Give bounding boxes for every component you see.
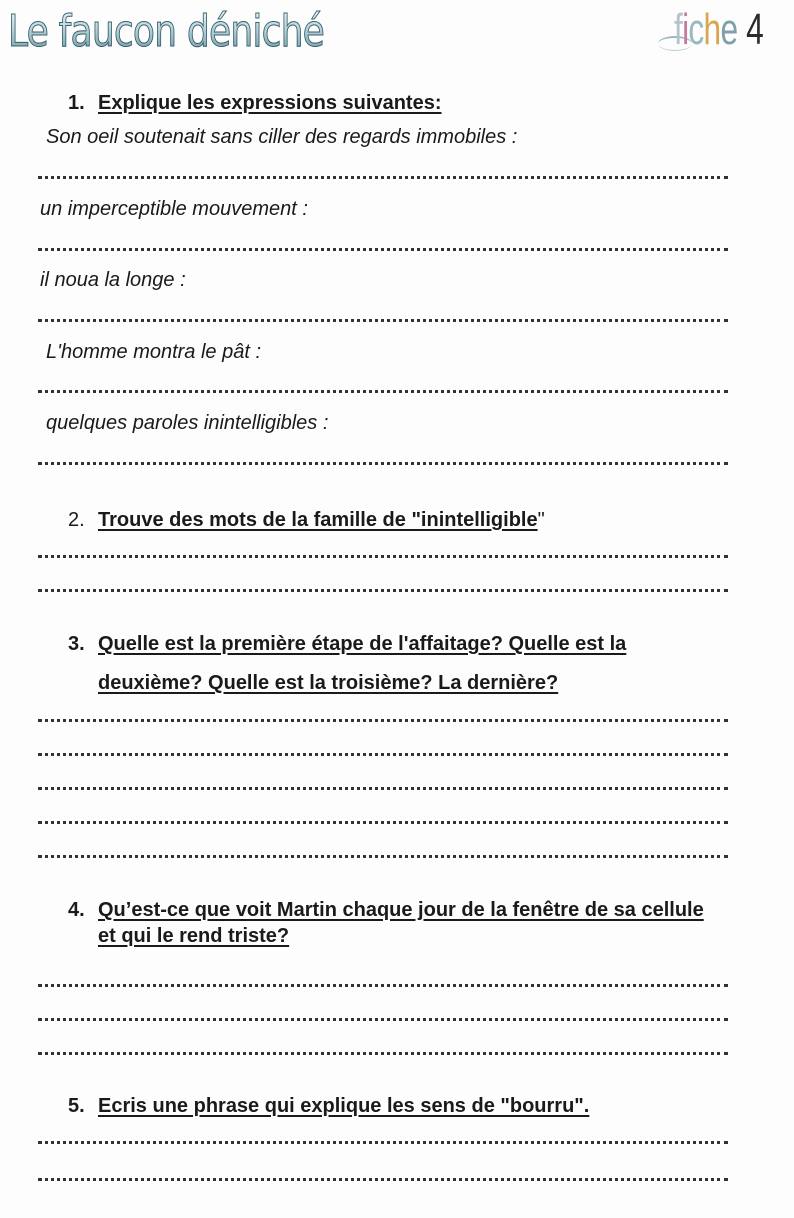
answer-line[interactable] bbox=[38, 753, 728, 756]
answer-line[interactable] bbox=[38, 589, 728, 592]
question-1 bbox=[68, 84, 728, 123]
question-number: 4. bbox=[68, 899, 85, 921]
question-number: 3. bbox=[68, 633, 85, 655]
expression-5: quelques paroles inintelligibles : bbox=[46, 412, 329, 434]
answer-line[interactable] bbox=[38, 787, 728, 790]
expression-3: il noua la longe : bbox=[40, 269, 186, 291]
answer-line[interactable] bbox=[38, 1052, 728, 1055]
answer-line[interactable] bbox=[38, 1141, 728, 1144]
expression-1: Son oeil soutenait sans ciller des regards immobiles : bbox=[46, 126, 518, 148]
question-text: Qu’est-ce que voit Martin chaque jour de la fenêtre de sa cellule et qui le rend triste? bbox=[98, 899, 704, 947]
question-number: 5. bbox=[68, 1095, 85, 1117]
fiche-word: fiche bbox=[674, 5, 738, 54]
question-2 bbox=[68, 501, 728, 540]
question-number: 2. bbox=[68, 509, 85, 531]
question-4 bbox=[68, 897, 728, 949]
answer-line[interactable] bbox=[38, 1018, 728, 1021]
page-title: Le faucon déniché bbox=[8, 6, 325, 57]
answer-line[interactable] bbox=[38, 176, 728, 179]
question-3 bbox=[68, 625, 728, 703]
answer-line[interactable] bbox=[38, 319, 728, 322]
question-text: Trouve des mots de la famille de "inintelligible bbox=[98, 509, 538, 531]
answer-line[interactable] bbox=[38, 248, 728, 251]
fiche-number: 4 bbox=[746, 5, 764, 54]
answer-line[interactable] bbox=[38, 984, 728, 987]
answer-line[interactable] bbox=[38, 390, 728, 393]
answer-line[interactable] bbox=[38, 555, 728, 558]
answer-line[interactable] bbox=[38, 719, 728, 722]
expression-4: L'homme montra le pât : bbox=[46, 341, 262, 363]
answer-line[interactable] bbox=[38, 462, 728, 465]
expression-2: un imperceptible mouvement : bbox=[40, 198, 308, 220]
answer-line[interactable] bbox=[38, 821, 728, 824]
question-text: Ecris une phrase qui explique les sens de "bourru". bbox=[98, 1095, 590, 1117]
question-trailing-quote: " bbox=[537, 509, 545, 531]
answer-line[interactable] bbox=[38, 855, 728, 858]
question-text: Explique les expressions suivantes: bbox=[98, 92, 442, 114]
question-5 bbox=[68, 1087, 728, 1126]
question-number: 1. bbox=[68, 92, 85, 114]
question-text: Quelle est la première étape de l'affaitage? Quelle est la deuxième? Quelle est la troisième? La dernière? bbox=[98, 633, 627, 694]
fiche-label bbox=[658, 5, 788, 60]
answer-line[interactable] bbox=[38, 1178, 728, 1181]
